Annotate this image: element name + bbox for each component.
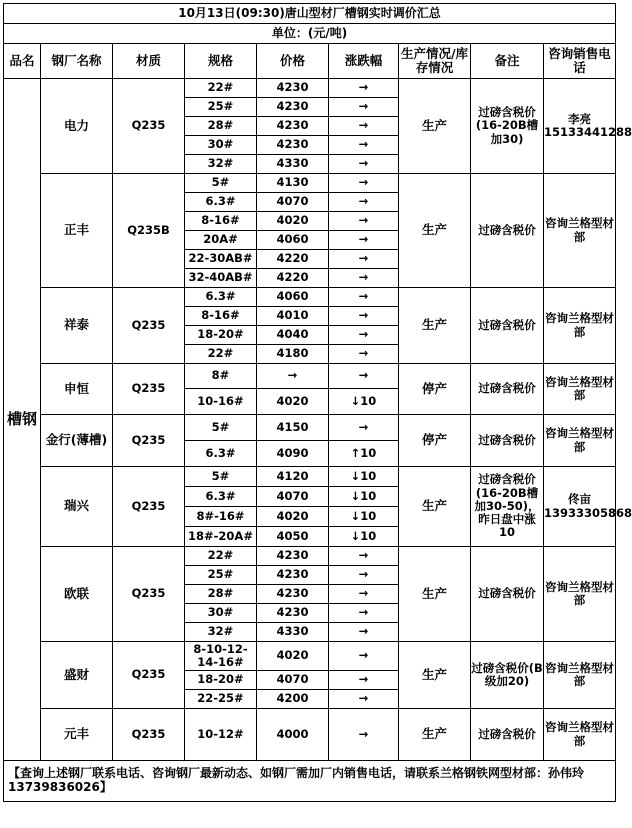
change: → (329, 345, 399, 364)
change: → (329, 307, 399, 326)
change: → (329, 364, 399, 389)
price: 4330 (257, 623, 329, 642)
header-contact: 咨询销售电话 (544, 44, 616, 79)
spec: 30# (185, 604, 257, 623)
production-status: 停产 (399, 364, 471, 415)
price: 4150 (257, 415, 329, 441)
change: → (329, 690, 399, 709)
price: 4020 (257, 642, 329, 671)
price: 4120 (257, 467, 329, 487)
price: 4060 (257, 288, 329, 307)
mill-name: 金行(薄槽) (41, 415, 113, 467)
mill-name: 盛财 (41, 642, 113, 709)
spec: 5# (185, 467, 257, 487)
price: 4230 (257, 566, 329, 585)
sales-contact: 咨询兰格型材部 (544, 547, 616, 642)
category-cell: 槽钢 (4, 79, 41, 761)
change: → (329, 174, 399, 193)
change: ↑10 (329, 441, 399, 467)
price: 4020 (257, 507, 329, 527)
note: 过磅含税价 (471, 709, 544, 761)
price: 4060 (257, 231, 329, 250)
change: → (329, 585, 399, 604)
change: ↓10 (329, 467, 399, 487)
change: → (329, 604, 399, 623)
change: → (329, 326, 399, 345)
material: Q235 (113, 288, 185, 364)
change: → (329, 98, 399, 117)
spec: 28# (185, 117, 257, 136)
table-row (4, 467, 616, 487)
price: 4230 (257, 604, 329, 623)
spec: 20A# (185, 231, 257, 250)
mill-name: 申恒 (41, 364, 113, 415)
spec: 30# (185, 136, 257, 155)
spec: 32# (185, 155, 257, 174)
mill-name: 欧联 (41, 547, 113, 642)
spec: 22-25# (185, 690, 257, 709)
price: 4070 (257, 193, 329, 212)
note: 过磅含税价(16-20B槽加30-50)，昨日盘中涨10 (471, 467, 544, 547)
price: 4090 (257, 441, 329, 467)
material: Q235 (113, 79, 185, 174)
header-product: 品名 (4, 44, 41, 79)
change: → (329, 193, 399, 212)
mill-name: 祥泰 (41, 288, 113, 364)
spec: 32# (185, 623, 257, 642)
spec: 5# (185, 174, 257, 193)
price: → (257, 364, 329, 389)
price: 4220 (257, 269, 329, 288)
spec: 18-20# (185, 671, 257, 690)
note: 过磅含税价 (471, 547, 544, 642)
price: 4020 (257, 212, 329, 231)
unit-label: 单位：(元/吨) (4, 24, 616, 44)
spec: 32-40AB# (185, 269, 257, 288)
change: ↓10 (329, 527, 399, 547)
price: 4070 (257, 487, 329, 507)
table-title: 10月13日(09:30)唐山型材厂槽钢实时调价汇总 (4, 4, 616, 24)
sales-contact: 佟亩13933305868 (544, 467, 616, 547)
production-status: 停产 (399, 415, 471, 467)
note: 过磅含税价 (471, 415, 544, 467)
spec: 8# (185, 364, 257, 389)
footer-contact-note: 【查询上述钢厂联系电话、咨询钢厂最新动态、如钢厂需加厂内销售电话，请联系兰格钢铁网型材部：孙伟玲13739836026】 (4, 761, 616, 802)
spec: 18#-20A# (185, 527, 257, 547)
header-change: 涨跌幅 (329, 44, 399, 79)
material: Q235 (113, 467, 185, 547)
spec: 6.3# (185, 288, 257, 307)
spec: 22# (185, 547, 257, 566)
production-status: 生产 (399, 642, 471, 709)
material: Q235 (113, 415, 185, 467)
price: 4230 (257, 117, 329, 136)
spec: 18-20# (185, 326, 257, 345)
spec: 6.3# (185, 441, 257, 467)
table-row (4, 642, 616, 671)
price: 4330 (257, 155, 329, 174)
production-status: 生产 (399, 79, 471, 174)
price: 4230 (257, 585, 329, 604)
note: 过磅含税价(B级加20) (471, 642, 544, 709)
change: → (329, 671, 399, 690)
change: → (329, 709, 399, 761)
sales-contact: 李亮15133441288 (544, 79, 616, 174)
table-row (4, 288, 616, 307)
price: 4020 (257, 389, 329, 415)
change: → (329, 288, 399, 307)
spec: 25# (185, 98, 257, 117)
production-status: 生产 (399, 174, 471, 288)
spec: 10-12# (185, 709, 257, 761)
material: Q235 (113, 709, 185, 761)
change: → (329, 623, 399, 642)
change: → (329, 269, 399, 288)
mill-name: 正丰 (41, 174, 113, 288)
price: 4130 (257, 174, 329, 193)
sales-contact: 咨询兰格型材部 (544, 642, 616, 709)
price: 4070 (257, 671, 329, 690)
spec: 8-10-12-14-16# (185, 642, 257, 671)
change: → (329, 642, 399, 671)
sales-contact: 咨询兰格型材部 (544, 709, 616, 761)
mill-name: 瑞兴 (41, 467, 113, 547)
change: → (329, 415, 399, 441)
price: 4230 (257, 98, 329, 117)
material: Q235 (113, 547, 185, 642)
sales-contact: 咨询兰格型材部 (544, 174, 616, 288)
mill-name: 元丰 (41, 709, 113, 761)
price: 4040 (257, 326, 329, 345)
table-row (4, 415, 616, 441)
change: → (329, 547, 399, 566)
price: 4000 (257, 709, 329, 761)
spec: 28# (185, 585, 257, 604)
price: 4200 (257, 690, 329, 709)
table-row (4, 364, 616, 389)
change: → (329, 79, 399, 98)
table-row (4, 79, 616, 98)
price: 4010 (257, 307, 329, 326)
sales-contact: 咨询兰格型材部 (544, 415, 616, 467)
change: → (329, 566, 399, 585)
change: → (329, 250, 399, 269)
production-status: 生产 (399, 547, 471, 642)
change: → (329, 136, 399, 155)
production-status: 生产 (399, 467, 471, 547)
production-status: 生产 (399, 709, 471, 761)
price: 4220 (257, 250, 329, 269)
table-row (4, 709, 616, 761)
header-material: 材质 (113, 44, 185, 79)
spec: 6.3# (185, 487, 257, 507)
note: 过磅含税价(16-20B槽加30) (471, 79, 544, 174)
spec: 8-16# (185, 212, 257, 231)
spec: 6.3# (185, 193, 257, 212)
change: → (329, 117, 399, 136)
spec: 22# (185, 79, 257, 98)
note: 过磅含税价 (471, 174, 544, 288)
note: 过磅含税价 (471, 364, 544, 415)
change: → (329, 155, 399, 174)
change: → (329, 212, 399, 231)
price: 4230 (257, 547, 329, 566)
material: Q235 (113, 642, 185, 709)
spec: 22# (185, 345, 257, 364)
sales-contact: 咨询兰格型材部 (544, 288, 616, 364)
header-price: 价格 (257, 44, 329, 79)
price: 4180 (257, 345, 329, 364)
header-mill: 钢厂名称 (41, 44, 113, 79)
spec: 22-30AB# (185, 250, 257, 269)
price: 4230 (257, 136, 329, 155)
spec: 8-16# (185, 307, 257, 326)
change: ↓10 (329, 507, 399, 527)
header-status: 生产情况/库存情况 (399, 44, 471, 79)
price: 4050 (257, 527, 329, 547)
change: ↓10 (329, 487, 399, 507)
header-spec: 规格 (185, 44, 257, 79)
spec: 10-16# (185, 389, 257, 415)
price: 4230 (257, 79, 329, 98)
change: ↓10 (329, 389, 399, 415)
material: Q235 (113, 364, 185, 415)
change: → (329, 231, 399, 250)
note: 过磅含税价 (471, 288, 544, 364)
spec: 25# (185, 566, 257, 585)
price-table (3, 3, 632, 802)
table-row (4, 547, 616, 566)
table-row (4, 174, 616, 193)
header-note: 备注 (471, 44, 544, 79)
material: Q235B (113, 174, 185, 288)
sales-contact: 咨询兰格型材部 (544, 364, 616, 415)
spec: 8#-16# (185, 507, 257, 527)
spec: 5# (185, 415, 257, 441)
production-status: 生产 (399, 288, 471, 364)
mill-name: 电力 (41, 79, 113, 174)
